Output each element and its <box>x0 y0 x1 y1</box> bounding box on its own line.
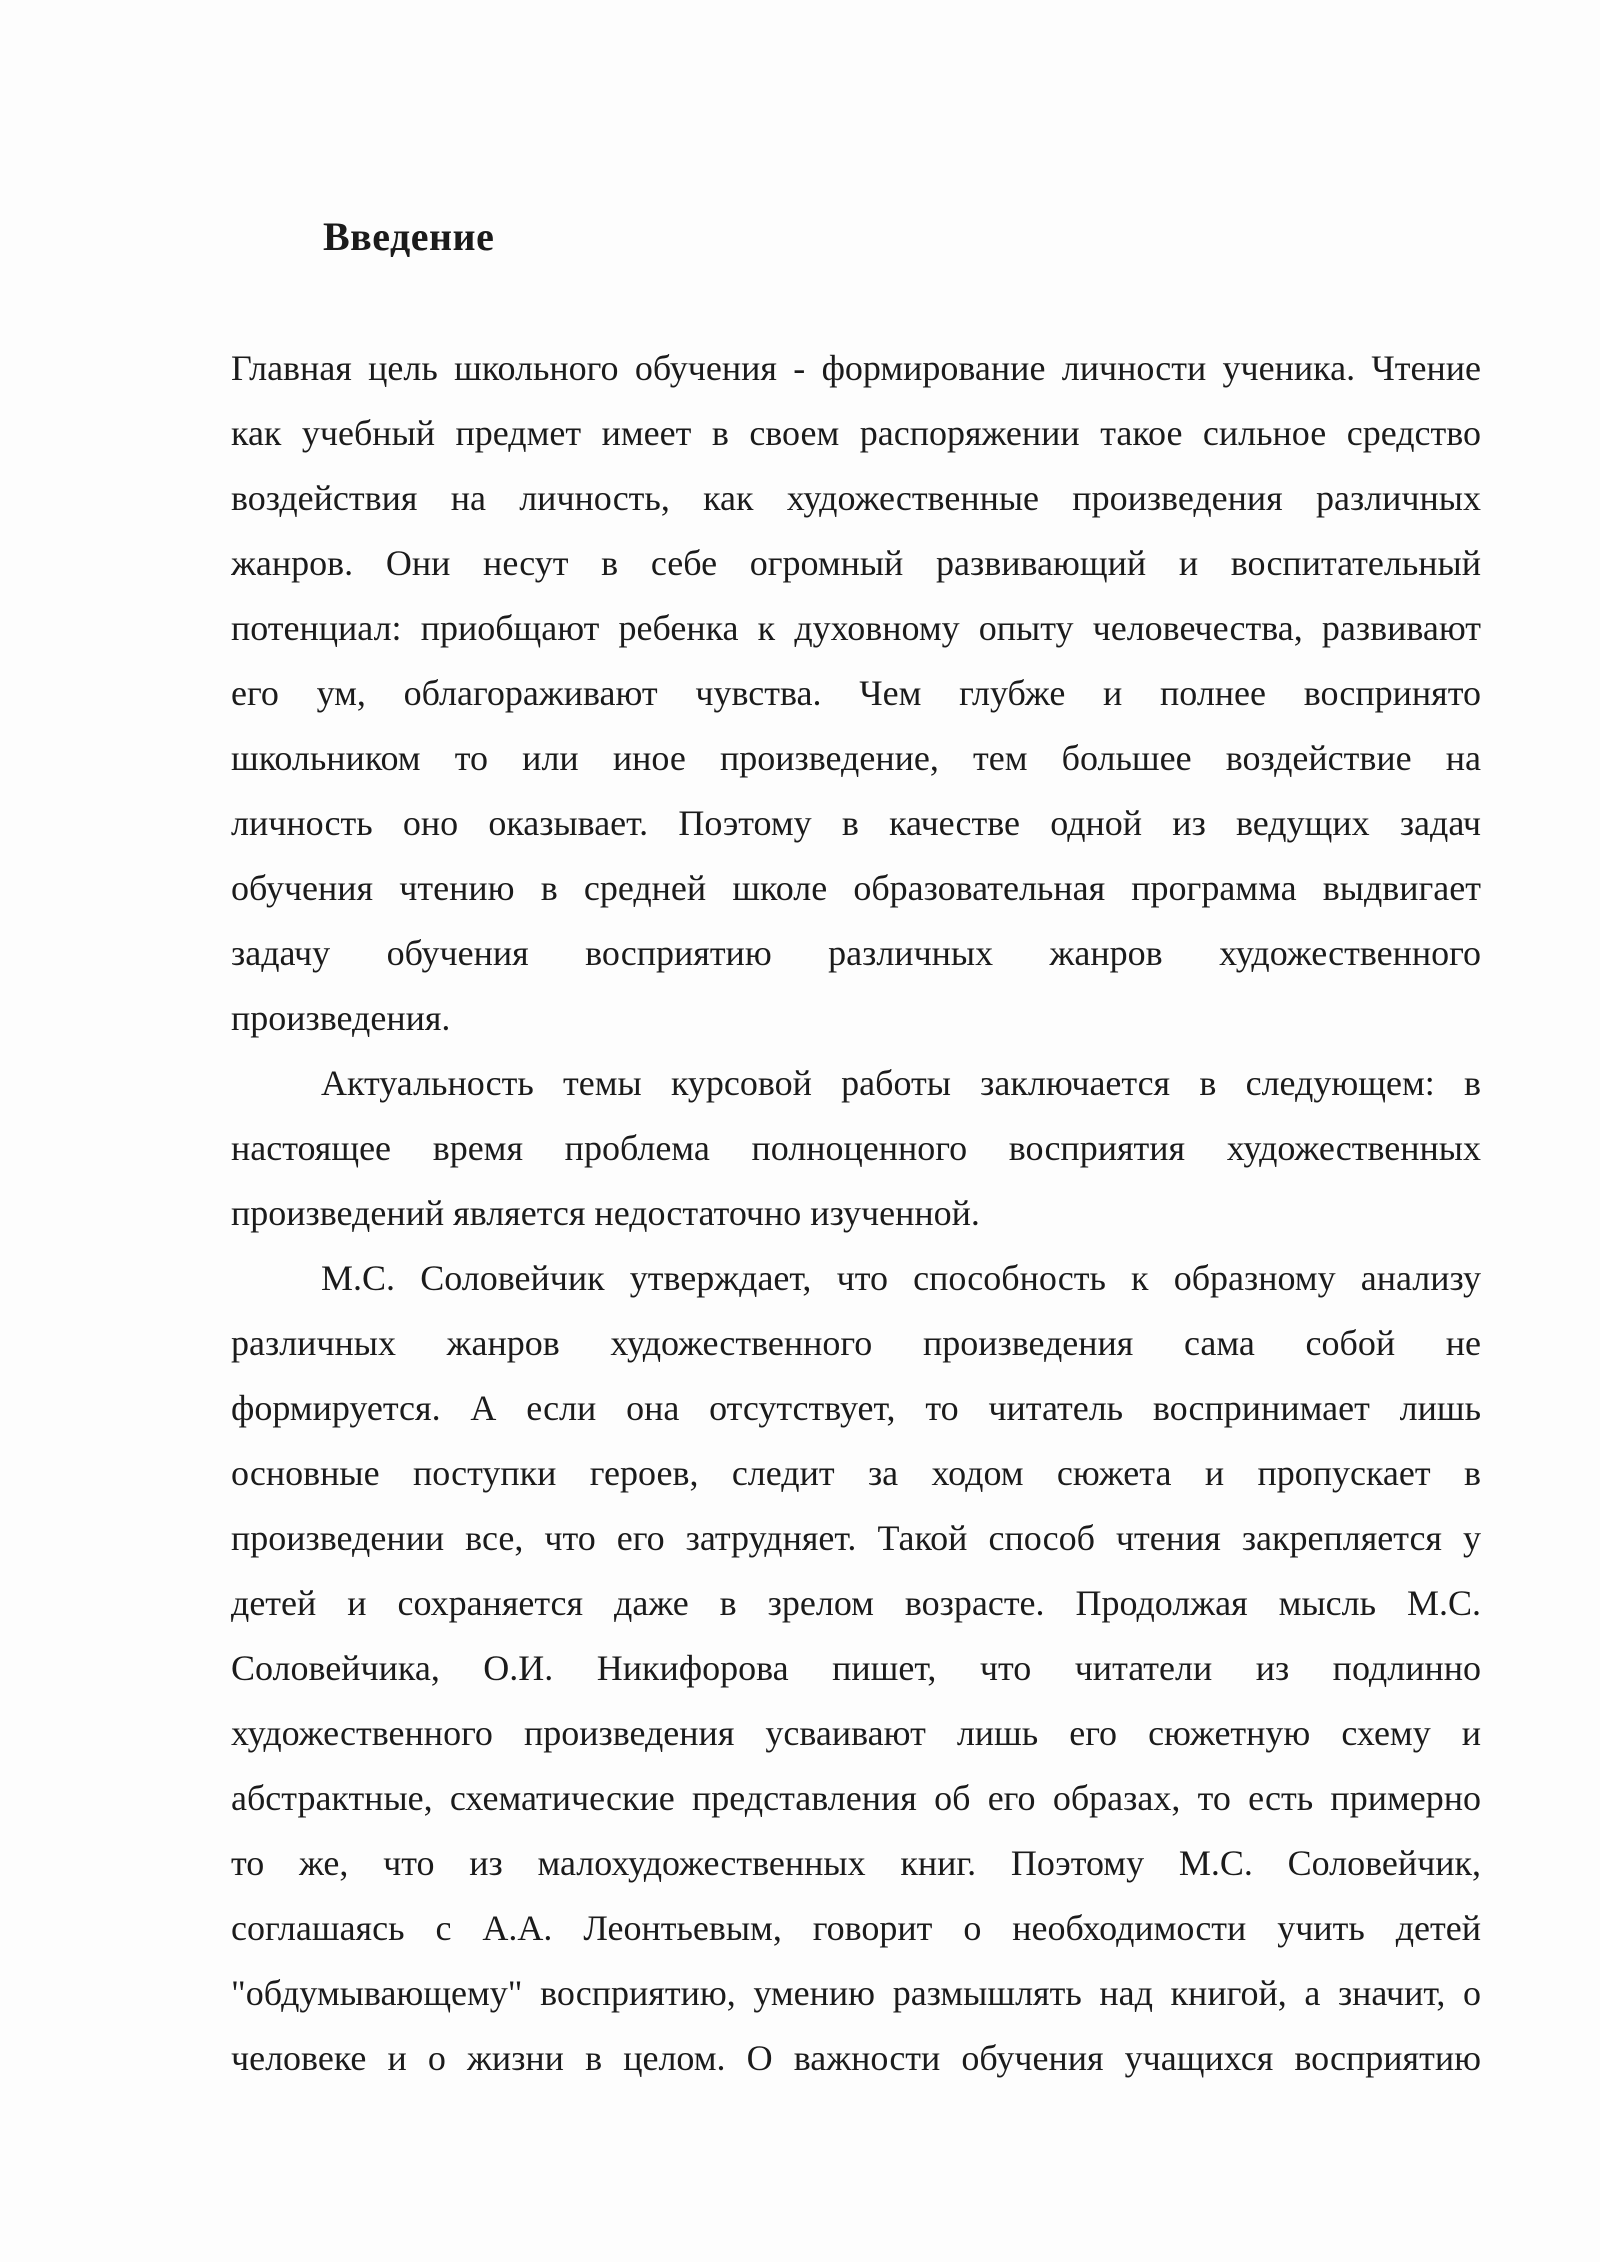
text-line: различных жанров художественного произведения сама собой не <box>231 1323 1481 1363</box>
text-line: Главная цель школьного обучения - формирование личности ученика. Чтение <box>231 348 1481 388</box>
text-line: настоящее время проблема полноценного восприятия художественных <box>231 1128 1481 1168</box>
text-line: художественного произведения усваивают лишь его сюжетную схему и <box>231 1713 1481 1753</box>
text-line: формируется. А если она отсутствует, то читатель воспринимает лишь <box>231 1388 1481 1428</box>
text-line: Соловейчика, О.И. Никифорова пишет, что читатели из подлинно <box>231 1648 1481 1688</box>
text-line: "обдумывающему" восприятию, умению размышлять над книгой, а значит, о <box>231 1973 1481 2013</box>
text-line: жанров. Они несут в себе огромный развивающий и воспитательный <box>231 543 1481 583</box>
text-line: задачу обучения восприятию различных жанров художественного <box>231 933 1481 973</box>
document-body <box>231 336 1481 2091</box>
text-line: детей и сохраняется даже в зрелом возрасте. Продолжая мысль М.С. <box>231 1583 1481 1623</box>
text-line: обучения чтению в средней школе образовательная программа выдвигает <box>231 868 1481 908</box>
text-line: произведений является недостаточно изученной. <box>231 1193 980 1233</box>
text-line: М.С. Соловейчик утверждает, что способность к образному анализу <box>321 1258 1481 1298</box>
section-heading: Введение <box>323 214 495 259</box>
text-line: то же, что из малохудожественных книг. Поэтому М.С. Соловейчик, <box>231 1843 1481 1883</box>
text-line: воздействия на личность, как художественные произведения различных <box>231 478 1481 518</box>
text-line: школьником то или иное произведение, тем большее воздействие на <box>231 738 1481 778</box>
text-line: произведении все, что его затрудняет. Такой способ чтения закрепляется у <box>231 1518 1481 1558</box>
paragraph-2 <box>231 1051 1481 1246</box>
text-line: основные поступки героев, следит за ходом сюжета и пропускает в <box>231 1453 1481 1493</box>
text-line: Актуальность темы курсовой работы заключается в следующем: в <box>321 1063 1481 1103</box>
text-line: личность оно оказывает. Поэтому в качестве одной из ведущих задач <box>231 803 1481 843</box>
text-line: человеке и о жизни в целом. О важности обучения учащихся восприятию <box>231 2038 1481 2078</box>
text-line: соглашаясь с А.А. Леонтьевым, говорит о необходимости учить детей <box>231 1908 1481 1948</box>
text-line: произведения. <box>231 998 451 1038</box>
text-line: потенциал: приобщают ребенка к духовному опыту человечества, развивают <box>231 608 1481 648</box>
paragraph-3 <box>231 1246 1481 2091</box>
text-line: как учебный предмет имеет в своем распоряжении такое сильное средство <box>231 413 1481 453</box>
text-line: абстрактные, схематические представления об его образах, то есть примерно <box>231 1778 1481 1818</box>
paragraph-1 <box>231 336 1481 1051</box>
text-line: его ум, облагораживают чувства. Чем глубже и полнее воспринято <box>231 673 1481 713</box>
